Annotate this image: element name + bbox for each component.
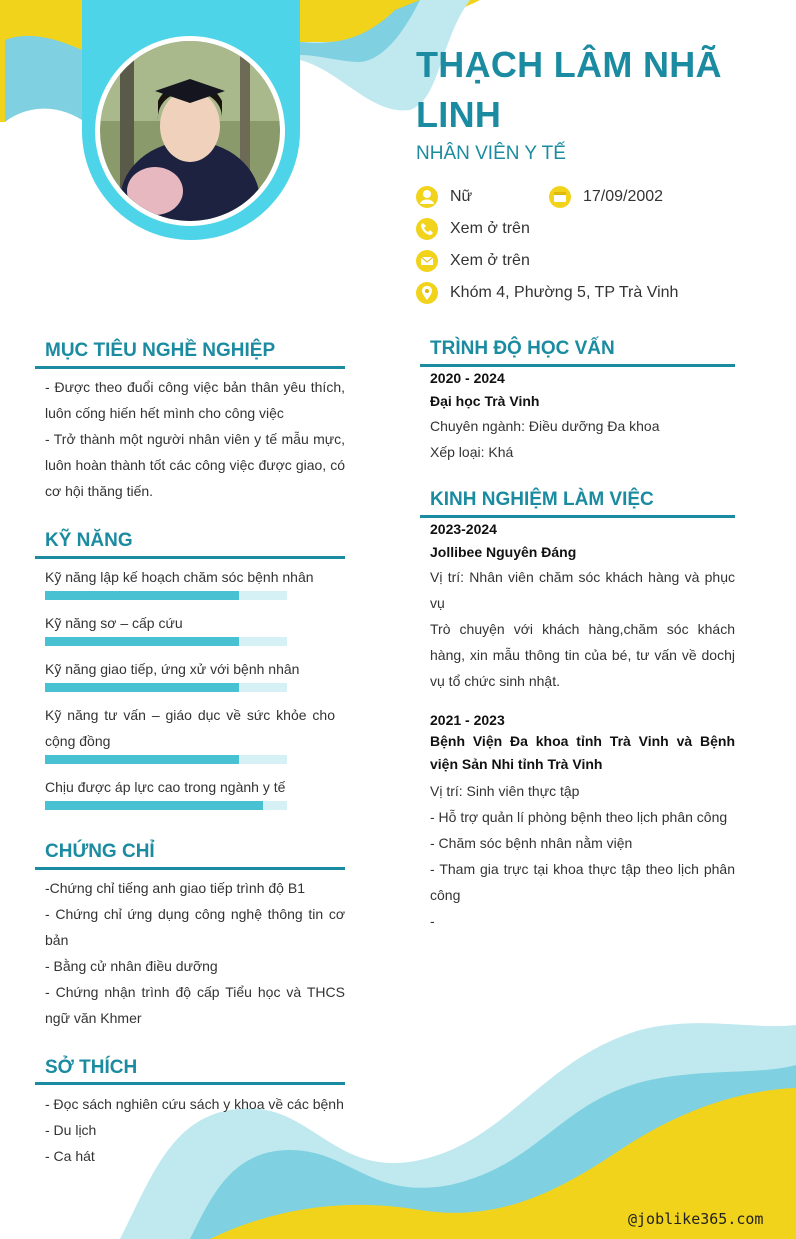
footer-watermark: @joblike365.com — [628, 1210, 764, 1228]
job-line: - Chăm sóc bệnh nhân nằm viện — [430, 835, 633, 851]
certificate-item: - Chứng nhận trình độ cấp Tiểu học và THCS ngữ văn Khmer — [45, 984, 345, 1026]
job-line: Vị trí: Sinh viên thực tập — [430, 783, 580, 799]
mail-icon — [416, 250, 438, 272]
location-icon — [416, 282, 438, 304]
phone-value: Xem ở trên — [450, 220, 530, 237]
graduate-photo — [100, 41, 280, 221]
job-line: Vị trí: Nhân viên chăm sóc khách hàng và phục vụ — [430, 569, 735, 611]
skill-bar — [45, 637, 287, 646]
skill-label: Kỹ năng tư vấn – giáo dục về sức khỏe cho cộng đồng — [45, 707, 335, 749]
email-value: Xem ở trên — [450, 252, 530, 269]
skill-label: Kỹ năng lập kế hoạch chăm sóc bệnh nhân — [45, 569, 314, 585]
skill-bar-fill — [45, 801, 263, 810]
job-company: Bệnh Viện Đa khoa tỉnh Trà Vinh và Bệnh viện Sản Nhi tỉnh Trà Vinh — [430, 733, 735, 772]
objective-text-2: - Trở thành một người nhân viên y tế mẫu mực, luôn hoàn thành tốt các công việc được giao, có cơ hội thăng tiến. — [45, 431, 345, 499]
job-period: 2021 - 2023 — [430, 712, 505, 728]
skills-title: KỸ NĂNG — [45, 530, 133, 551]
calendar-icon — [549, 186, 571, 208]
skill-bar-fill — [45, 755, 239, 764]
address-value: Khóm 4, Phường 5, TP Trà Vinh — [450, 284, 679, 301]
address-row — [416, 282, 678, 304]
birthday-row — [549, 186, 663, 208]
skill-bar-fill — [45, 683, 239, 692]
email-row — [416, 250, 530, 272]
skill-bar — [45, 683, 287, 692]
certificates-rule — [35, 867, 345, 870]
phone-icon — [416, 218, 438, 240]
education-rank: Xếp loại: Khá — [430, 444, 514, 460]
skill-label: Chịu được áp lực cao trong ngành y tế — [45, 779, 286, 795]
skill-label: Kỹ năng sơ – cấp cứu — [45, 615, 183, 631]
objective-rule — [35, 366, 345, 369]
skill-bar — [45, 801, 287, 810]
job-line: - Tham gia trực tại khoa thực tập theo lịch phân công — [430, 861, 735, 903]
education-school: Đại học Trà Vinh — [430, 393, 540, 409]
education-title: TRÌNH ĐỘ HỌC VẤN — [430, 338, 615, 359]
job-line: Trò chuyện với khách hàng,chăm sóc khách hàng, xin mẫu thông tin của bé, tư vấn về dochj vụ tổ chức sinh nhật. — [430, 621, 735, 689]
hobby-item: - Du lịch — [45, 1122, 97, 1138]
education-major: Chuyên ngành: Điều dưỡng Đa khoa — [430, 418, 660, 434]
objective-text-1: - Được theo đuổi công việc bản thân yêu thích, luôn cống hiến hết mình cho công việc — [45, 379, 345, 421]
hobbies-title: SỞ THÍCH — [45, 1057, 138, 1078]
skill-bar-fill — [45, 591, 239, 600]
skill-label: Kỹ năng giao tiếp, ứng xử với bệnh nhân — [45, 661, 300, 677]
job-line: - — [430, 913, 435, 929]
job-line: - Hỗ trợ quản lí phòng bệnh theo lịch phân công — [430, 809, 728, 825]
objective-title: MỤC TIÊU NGHỀ NGHIỆP — [45, 340, 276, 361]
education-period: 2020 - 2024 — [430, 370, 505, 386]
skills-rule — [35, 556, 345, 559]
certificate-item: - Chứng chỉ ứng dụng công nghệ thông tin cơ bản — [45, 906, 345, 948]
job-title: NHÂN VIÊN Y TẾ — [416, 143, 566, 164]
certificate-item: -Chứng chỉ tiếng anh giao tiếp trình độ B1 — [45, 880, 305, 896]
gender-value: Nữ — [450, 188, 473, 205]
hobby-item: - Ca hát — [45, 1148, 95, 1164]
experience-title: KINH NGHIỆM LÀM VIỆC — [430, 489, 654, 510]
job-period: 2023-2024 — [430, 521, 497, 537]
hobby-item: - Đọc sách nghiên cứu sách y khoa về các bệnh — [45, 1096, 344, 1112]
gender-row — [416, 186, 472, 208]
skill-bar-fill — [45, 637, 239, 646]
phone-row — [416, 218, 530, 240]
user-icon — [416, 186, 438, 208]
full-name: THẠCH LÂM NHÃ LINH — [416, 44, 722, 135]
hobbies-rule — [35, 1082, 345, 1085]
birthday-value: 17/09/2002 — [583, 188, 664, 205]
certificates-title: CHỨNG CHỈ — [45, 841, 155, 862]
profile-photo — [100, 41, 280, 221]
skill-bar — [45, 755, 287, 764]
certificate-item: - Bằng cử nhân điều dưỡng — [45, 958, 218, 974]
skill-bar — [45, 591, 287, 600]
job-company: Jollibee Nguyên Đáng — [430, 544, 577, 560]
